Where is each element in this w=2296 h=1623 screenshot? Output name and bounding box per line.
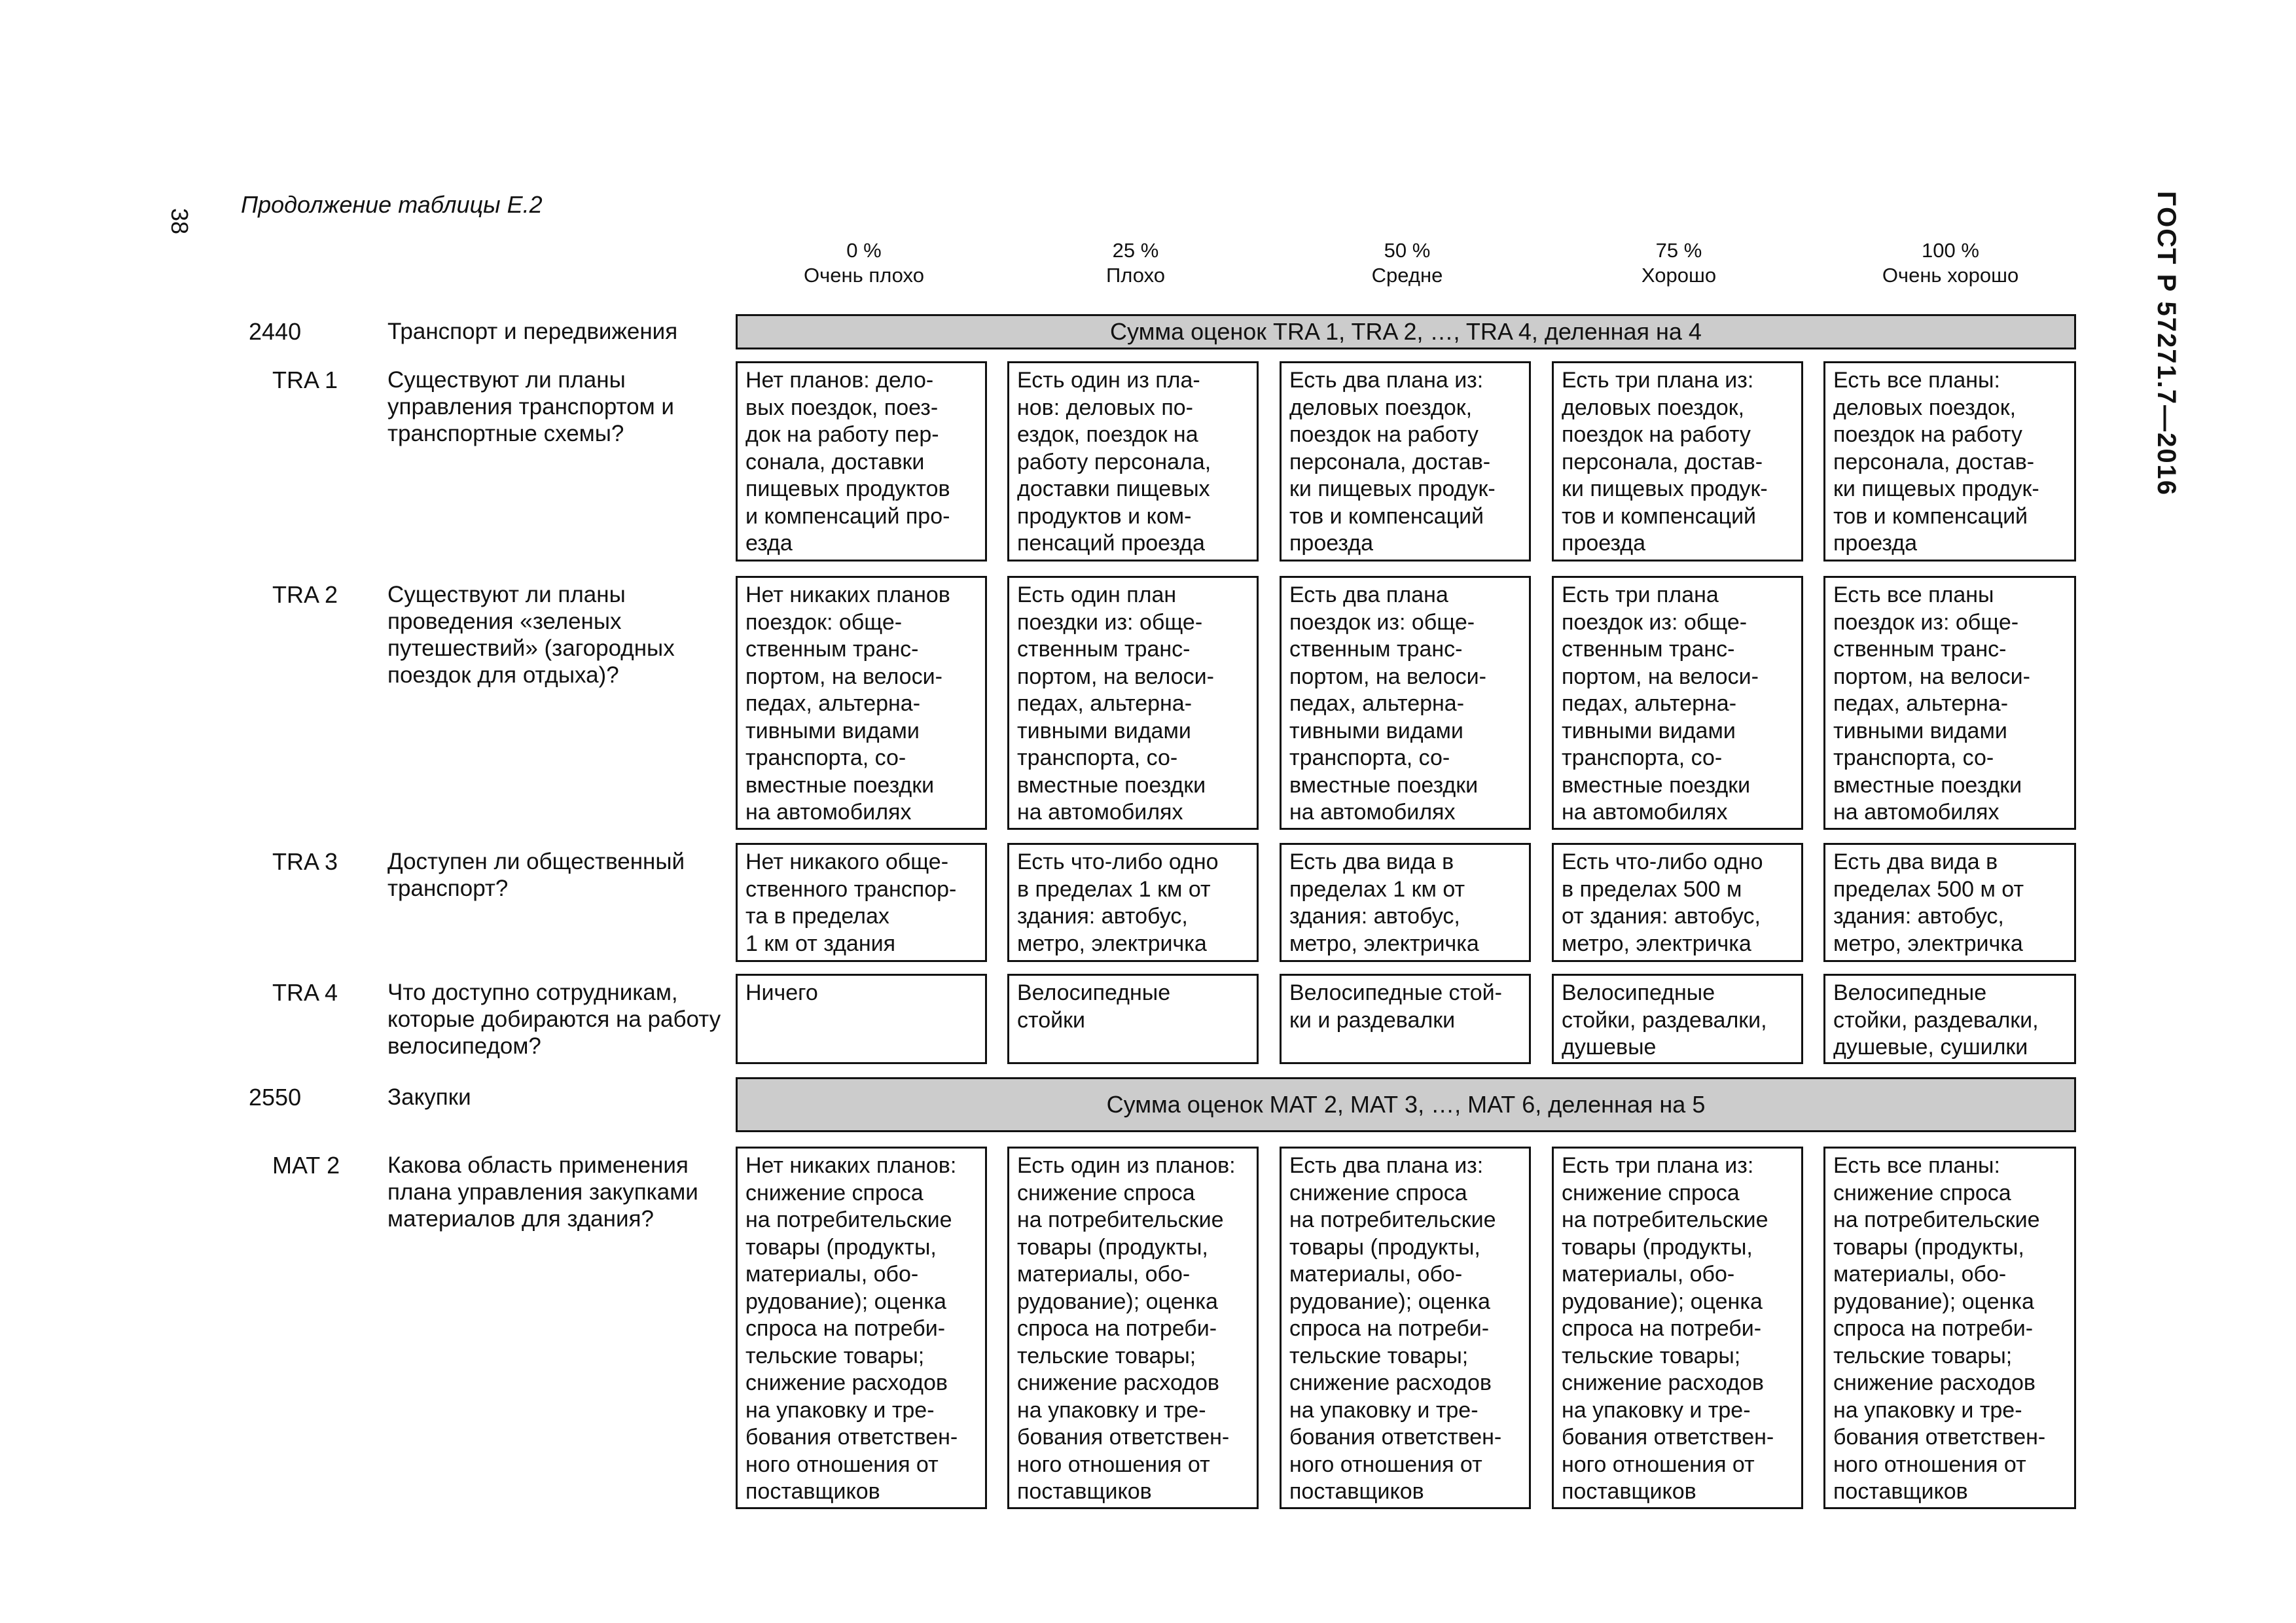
section-title: Закупки [387, 1084, 471, 1110]
rating-cell: Есть что-либо одно в пределах 1 км от здания: автобус, метро, электричка [1007, 843, 1259, 962]
rating-cell: Есть три плана из: снижение спроса на потребительские товары (продукты, материалы, обо- рудование); оценка спроса на потреби- тельские товары; снижение расходов на упаковку и тре- бования ответствен- ного отношения от поставщиков [1552, 1147, 1803, 1509]
section-code: 2550 [249, 1084, 302, 1111]
rating-cell: Есть все планы: деловых поездок, поездок на работу персонала, достав- ки пищевых продук- тов и компенсаций проезда [1823, 361, 2076, 562]
row-code: TRA 2 [272, 581, 338, 608]
rating-cell: Ничего [736, 974, 987, 1064]
scale-header-25: 25 % Плохо [1105, 239, 1165, 287]
row-question: Существуют ли планы управления транспортом и транспортные схемы? [387, 367, 674, 446]
rating-cell: Есть один из пла- нов: деловых по- ездок, поездок на работу персонала, доставки пищевых продуктов и ком- пенсаций проезда [1007, 361, 1259, 562]
row-code: TRA 3 [272, 848, 338, 875]
rating-cell: Есть все планы: снижение спроса на потребительские товары (продукты, материалы, обо- рудование); оценка спроса на потреби- тельские товары; снижение расходов на упаковку и тре- бования ответствен- ного отношения от поставщиков [1823, 1147, 2076, 1509]
rating-cell: Есть три плана из: деловых поездок, поездок на работу персонала, достав- ки пищевых продук- тов и компенсаций проезда [1552, 361, 1803, 562]
row-question: Доступен ли общественный транспорт? [387, 849, 685, 901]
scale-header-0: 0 % Очень плохо [804, 239, 924, 287]
row-code: TRA 1 [272, 366, 338, 393]
scale-header-50: 50 % Средне [1371, 239, 1443, 287]
rating-cell: Велосипедные стойки, раздевалки, душевые, сушилки [1823, 974, 2076, 1064]
scale-header-75: 75 % Хорошо [1641, 239, 1717, 287]
rating-cell: Есть что-либо одно в пределах 500 м от здания: автобус, метро, электричка [1552, 843, 1803, 962]
rating-cell: Есть два вида в пределах 500 м от здания: автобус, метро, электричка [1823, 843, 2076, 962]
row-question: Какова область применения плана управления закупками материалов для здания? [387, 1152, 698, 1232]
row-code: МАТ 2 [272, 1152, 340, 1179]
rating-cell: Есть два плана поездок из: обще- ственным транс- портом, на велоси- педах, альтерна- тивными видами транспорта, со- вместные поездки на автомобилях [1280, 576, 1531, 830]
rating-cell: Нет планов: дело- вых поездок, поез- док на работу пер- сонала, доставки пищевых продуктов и компенсаций про- езда [736, 361, 987, 562]
rating-cell: Велосипедные стойки [1007, 974, 1259, 1064]
section-title: Транспорт и передвижения [387, 319, 678, 344]
row-question: Существуют ли планы проведения «зеленых путешествий» (загородных поездок для отдыха)? [387, 582, 675, 688]
rating-cell: Нет никаких планов: снижение спроса на потребительские товары (продукты, материалы, обо- рудование); оценка спроса на потреби- тельские товары; снижение расходов на упаковку и тре- бования ответствен- ного отношения от поставщиков [736, 1147, 987, 1509]
section-summary-bar: Сумма оценок TRA 1, TRA 2, …, TRA 4, деленная на 4 [736, 314, 2076, 349]
rating-cell: Есть один план поездки из: обще- ственным транс- портом, на велоси- педах, альтерна- тивными видами транспорта, со- вместные поездки на автомобилях [1007, 576, 1259, 830]
rating-cell: Есть два вида в пределах 1 км от здания: автобус, метро, электричка [1280, 843, 1531, 962]
page-number: 38 [166, 208, 193, 235]
rating-cell: Есть один из планов: снижение спроса на потребительские товары (продукты, материалы, обо- рудование); оценка спроса на потреби- тельские товары; снижение расходов на упаковку и тре- бования ответствен- ного отношения от поставщиков [1007, 1147, 1259, 1509]
section-code: 2440 [249, 318, 302, 345]
rating-cell: Велосипедные стой- ки и раздевалки [1280, 974, 1531, 1064]
rating-cell: Нет никакого обще- ственного транспор- та в пределах 1 км от здания [736, 843, 987, 962]
rating-cell: Есть все планы поездок из: обще- ственным транс- портом, на велоси- педах, альтерна- тивными видами транспорта, со- вместные поездки на автомобилях [1823, 576, 2076, 830]
standard-designation: ГОСТ Р 57271.7—2016 [2152, 191, 2181, 497]
rating-cell: Есть три плана поездок из: обще- ственным транс- портом, на велоси- педах, альтерна- тивными видами транспорта, со- вместные поездки на автомобилях [1552, 576, 1803, 830]
rating-cell: Велосипедные стойки, раздевалки, душевые [1552, 974, 1803, 1064]
rating-cell: Есть два плана из: снижение спроса на потребительские товары (продукты, материалы, обо- рудование); оценка спроса на потреби- тельские товары; снижение расходов на упаковку и тре- бования ответствен- ного отношения от поставщиков [1280, 1147, 1531, 1509]
row-code: TRA 4 [272, 979, 338, 1006]
rating-cell: Есть два плана из: деловых поездок, поездок на работу персонала, достав- ки пищевых продук- тов и компенсаций проезда [1280, 361, 1531, 562]
section-summary-bar: Сумма оценок МАТ 2, МАТ 3, …, МАТ 6, деленная на 5 [736, 1077, 2076, 1132]
scale-header-100: 100 % Очень хорошо [1882, 239, 2019, 287]
rating-cell: Нет никаких планов поездок: обще- ственным транс- портом, на велоси- педах, альтерна- тивными видами транспорта, со- вместные поездки на автомобилях [736, 576, 987, 830]
table-caption: Продолжение таблицы Е.2 [241, 191, 543, 218]
row-question: Что доступно сотрудникам, которые добираются на работу велосипедом? [387, 980, 721, 1059]
